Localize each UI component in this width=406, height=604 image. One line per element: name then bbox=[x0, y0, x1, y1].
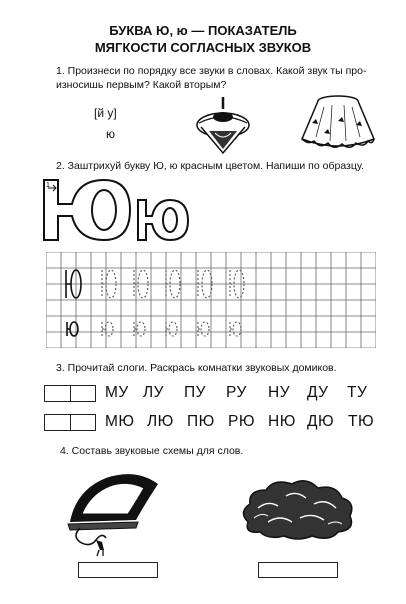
sound-letter: ю bbox=[106, 127, 115, 141]
syllable-tu: ТУ bbox=[347, 384, 368, 401]
svg-text:1: 1 bbox=[46, 182, 50, 189]
syllable-ru: РУ bbox=[226, 384, 247, 401]
syllable-myu: МЮ bbox=[105, 413, 135, 430]
traced-lower-row bbox=[102, 322, 241, 336]
top-icon bbox=[193, 95, 253, 155]
task-1-instruction bbox=[56, 64, 386, 92]
syllable-nu: НУ bbox=[268, 384, 291, 401]
title-line-2: МЯГКОСТИ СОГЛАСНЫХ ЗВУКОВ bbox=[94, 40, 312, 55]
syllable-nyu: НЮ bbox=[268, 413, 296, 430]
task-1-line-1: 1. Произнеси по порядку все звуки в словах. Какой звук ты про- bbox=[56, 65, 367, 77]
big-letters bbox=[42, 178, 192, 242]
title-line-1: БУКВА Ю, ю — ПОКАЗАТЕЛЬ bbox=[109, 23, 297, 38]
writing-grid[interactable] bbox=[46, 252, 376, 348]
lampshade-icon bbox=[294, 93, 382, 153]
syllable-pu: ПУ bbox=[184, 384, 206, 401]
iron-icon bbox=[66, 470, 166, 558]
big-upper-yu bbox=[44, 180, 130, 240]
task-3-instruction: 3. Прочитай слоги. Раскрась комнатки звуковых домиков. bbox=[56, 362, 337, 374]
cloud-icon bbox=[238, 478, 356, 542]
syllable-lyu: ЛЮ bbox=[147, 413, 174, 430]
syllable-pyu: ПЮ bbox=[187, 413, 215, 430]
answer-box-iron[interactable] bbox=[78, 562, 158, 578]
task-4-instruction: 4. Составь звуковые схемы для слов. bbox=[60, 445, 244, 457]
big-lower-yu bbox=[138, 200, 188, 240]
syllable-tyu: ТЮ bbox=[348, 413, 375, 430]
answer-box-cloud[interactable] bbox=[258, 562, 338, 578]
sound-house-1[interactable] bbox=[44, 385, 96, 402]
sound-house-2[interactable] bbox=[44, 414, 96, 431]
transcription: [й у] bbox=[94, 106, 117, 120]
page-title bbox=[0, 22, 406, 56]
task-2-instruction: 2. Заштрихуй букву Ю, ю красным цветом. Напиши по образцу. bbox=[56, 160, 364, 172]
syllable-ryu: РЮ bbox=[228, 413, 255, 430]
syllable-du: ДУ bbox=[307, 384, 329, 401]
syllable-mu: МУ bbox=[105, 384, 129, 401]
syllable-dyu: ДЮ bbox=[307, 413, 335, 430]
syllable-lu: ЛУ bbox=[143, 384, 165, 401]
task-1-line-2: износишь первым? Какой вторым? bbox=[56, 79, 227, 91]
